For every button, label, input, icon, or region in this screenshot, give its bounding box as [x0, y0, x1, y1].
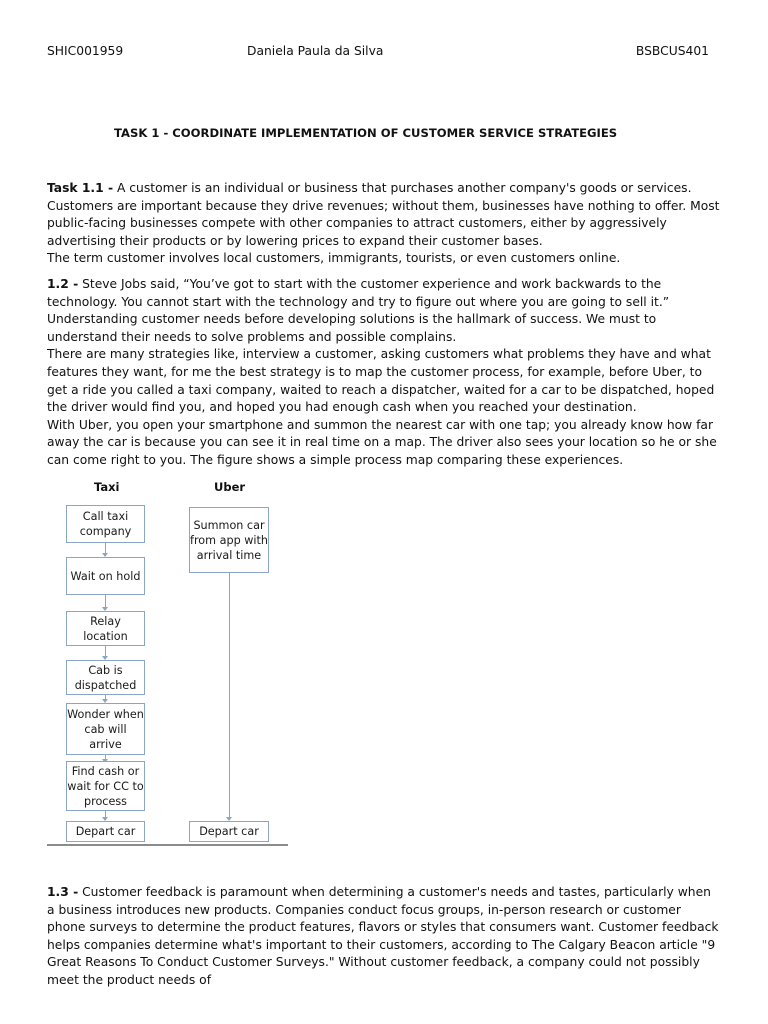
taxi-step-5: Wonder when cab will arrive	[66, 703, 145, 755]
task-1-3-text: Customer feedback is paramount when determining a customer's needs and tastes, particularly when a business introduces new products. Companies conduct focus groups, in-person research or customer phone surveys to determine the product features, flavors or styles that consumers want. Customer feedback helps companies determine what's important to their customers, according to The Calgary Beacon article "9 Great Reasons To Conduct Customer Surveys." Without customer feedback, a company could not possibly meet the product needs of	[47, 885, 719, 987]
taxi-step-7: Depart car	[66, 821, 145, 842]
uber-step-1: Summon car from app with arrival time	[189, 507, 269, 573]
taxi-step-2: Wait on hold	[66, 557, 145, 595]
task-1-2-text: Steve Jobs said, “You’ve got to start with the customer experience and work backwards to the technology. You cannot start with the technology and try to figure out where you are going to sell it.” Understanding customer needs before developing solutions is the hallmark of success. We must to understand their needs to solve problems and possible complains.	[47, 276, 670, 344]
taxi-step-1: Call taxi company	[66, 505, 145, 543]
taxi-step-3: Relay location	[66, 611, 145, 646]
task-1-3-paragraph	[47, 884, 722, 990]
figure-baseline	[47, 844, 288, 846]
task-1-1-paragraph-2: The term customer involves local customers, immigrants, tourists, or even customers online.	[47, 251, 621, 266]
unit-code: BSBCUS401	[635, 44, 709, 58]
task-1-1-text: A customer is an individual or business that purchases another company's goods or services. Customers are important because they drive revenues; without them, businesses have nothing to offer. Most public-facing businesses compete with other companies to attract customers, either by aggressively advertising their products or by lowering prices to expand their customer bases.	[47, 181, 720, 248]
page-header	[47, 44, 709, 60]
document-title: TASK 1 - COORDINATE IMPLEMENTATION OF CUSTOMER SERVICE STRATEGIES	[114, 126, 618, 140]
task-1-3-label: 1.3 -	[47, 885, 79, 899]
student-id: SHIC001959	[47, 44, 124, 58]
task-1-1-label: Task 1.1 -	[47, 181, 114, 195]
task-1-2-paragraph-2: There are many strategies like, interview a customer, asking customers what problems they have and what features they want, for me the best strategy is to map the customer process, for example, before Uber, to get a ride you called a taxi company, waited to reach a dispatcher, waited for a car to be dispatched, hoped the driver would find you, and hoped you had enough cash when you reached your destination.	[47, 347, 715, 415]
student-name: Daniela Paula da Silva	[247, 44, 384, 58]
uber-step-2: Depart car	[189, 821, 269, 842]
uber-heading: Uber	[214, 480, 246, 494]
document-body	[47, 180, 722, 470]
taxi-step-4: Cab is dispatched	[66, 660, 145, 695]
taxi-step-6: Find cash or wait for CC to process	[66, 761, 145, 811]
taxi-heading: Taxi	[94, 480, 120, 494]
task-1-2-label: 1.2 -	[47, 276, 79, 291]
task-1-2-paragraph	[47, 276, 722, 346]
process-map-figure	[47, 474, 297, 849]
task-1-3-section	[47, 884, 722, 990]
task-1-2-paragraph-3: With Uber, you open your smartphone and summon the nearest car with one tap; you already know how far away the car is because you can see it in real time on a map. The driver also sees your location so he or she can come right to you. The figure shows a simple process map comparing these experiences.	[47, 417, 717, 467]
task-1-1-paragraph	[47, 180, 722, 250]
